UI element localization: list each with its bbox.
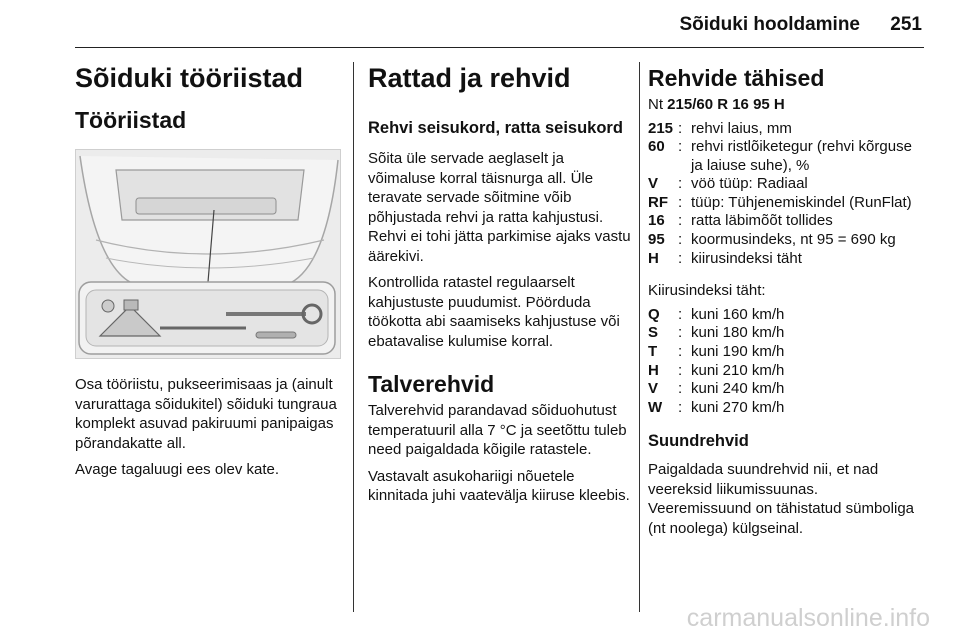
- row-value: kuni 160 km/h: [691, 305, 785, 323]
- table-row: [648, 231, 924, 250]
- row-value: ratta läbimõõt tollides: [691, 212, 833, 230]
- row-value: vöö tüüp: Radiaal: [691, 175, 808, 193]
- designation-table: [648, 120, 924, 269]
- section-title-vehicle-tools: Sõiduki tööriistad: [75, 63, 304, 93]
- column-vehicle-tools: [75, 60, 343, 480]
- row-key: H: [648, 249, 659, 267]
- example-line: [648, 95, 924, 115]
- paragraph: Talverehvid parandavad sõiduohutust temperatuuril alla 7 °C ja seetõttu tuleb need paigaldada kõigile ratastele.: [368, 402, 627, 458]
- paragraph: Kontrollida ratastel regulaarselt kahjustuste puudumist. Pöörduda töökotta abi saamiseks kahjustuse või ebatavalise kulumise korral.: [368, 274, 620, 350]
- subsection-title-directional-tyres: Suundrehvid: [648, 432, 749, 451]
- row-colon: :: [678, 380, 683, 398]
- row-value: rehvi ristlõiketegur (rehvi kõrguse ja laiuse suhe), %: [691, 138, 912, 174]
- table-row: [648, 343, 784, 362]
- page-number: 251: [890, 14, 922, 35]
- row-key: Q: [648, 305, 660, 323]
- section-title-tyre-designations: Rehvide tähised: [648, 65, 825, 91]
- row-key: V: [648, 380, 659, 398]
- row-key: 95: [648, 231, 665, 249]
- row-key: V: [648, 175, 659, 193]
- example-code: 215/60 R 16 95 H: [667, 96, 785, 113]
- row-value: kuni 270 km/h: [691, 398, 785, 416]
- row-value: koormusindeks, nt 95 = 690 kg: [691, 231, 896, 249]
- example-prefix: Nt: [648, 96, 663, 113]
- row-colon: :: [678, 398, 683, 416]
- table-row: [648, 380, 784, 399]
- row-value: kuni 210 km/h: [691, 361, 785, 379]
- row-colon: :: [678, 324, 683, 342]
- column-divider-1: [353, 62, 354, 612]
- row-value: kuni 190 km/h: [691, 342, 785, 360]
- row-key: T: [648, 342, 658, 360]
- row-key: H: [648, 361, 659, 379]
- row-value: kuni 180 km/h: [691, 324, 785, 342]
- row-key: 60: [648, 138, 665, 156]
- row-colon: :: [678, 119, 683, 137]
- row-colon: :: [678, 193, 683, 211]
- table-row: [648, 194, 924, 213]
- row-colon: :: [678, 138, 683, 156]
- column-tyre-designations: [648, 60, 924, 538]
- table-row: [648, 324, 784, 343]
- paragraph: Avage tagaluugi ees olev kate.: [75, 461, 280, 478]
- row-key: RF: [648, 193, 668, 211]
- row-colon: :: [678, 305, 683, 323]
- running-header-title: Sõiduki hooldamine: [679, 14, 860, 35]
- row-colon: :: [678, 175, 683, 193]
- row-key: 16: [648, 212, 665, 230]
- table-row: [648, 138, 924, 175]
- row-colon: :: [678, 231, 683, 249]
- row-value: rehvi laius, mm: [691, 119, 792, 137]
- paragraph: Vastavalt asukohariigi nõuetele kinnitada juhi vaatevälja kiiruse kleebis.: [368, 467, 630, 504]
- paragraph: Paigaldada suundrehvid nii, et nad veereksid liikumissuunas. Veeremissuund on tähistatud sümboliga (nt noolega) külgseinal.: [648, 461, 915, 537]
- row-colon: :: [678, 342, 683, 360]
- row-key: S: [648, 324, 659, 342]
- column-divider-2: [639, 62, 640, 612]
- subsection-title-winter-tyres: Talverehvid: [368, 371, 495, 397]
- row-colon: :: [678, 361, 683, 379]
- column-wheels-tyres: [368, 60, 633, 506]
- row-value: kiirusindeksi täht: [691, 249, 802, 267]
- row-colon: :: [678, 249, 683, 267]
- table-row: [648, 399, 784, 418]
- table-row: [648, 120, 924, 139]
- table-row: [648, 212, 924, 231]
- subsection-title-tools: Tööriistad: [75, 107, 187, 133]
- table-row: [648, 175, 924, 194]
- row-value: tüüp: Tühjenemiskindel (RunFlat): [691, 193, 912, 211]
- paragraph: Sõita üle servade aeglaselt ja võimaluse korral täisnurga all. Üle teravate servade sõitmine võib põhjustada rehvi ja ratta kahjustusi. Rehvi ei tohi jätta parkimise ajaks vastu äärekivi.: [368, 150, 631, 265]
- header-rule: [75, 47, 924, 48]
- speed-index-intro: Kiirusindeksi täht:: [648, 282, 766, 300]
- watermark: carmanualsonline.info: [686, 604, 930, 632]
- row-value: kuni 240 km/h: [691, 380, 785, 398]
- table-row: [648, 362, 784, 381]
- row-key: W: [648, 398, 663, 416]
- trunk-tools-illustration: [75, 149, 341, 359]
- row-key: 215: [648, 119, 674, 137]
- row-colon: :: [678, 212, 683, 230]
- table-row: [648, 306, 784, 325]
- subsection-title-tyre-condition: Rehvi seisukord, ratta seisukord: [368, 119, 623, 137]
- paragraph: Osa tööriistu, pukseerimisaas ja (ainult varurattaga sõidukitel) sõiduki tungraua komplekt asuvad pakiruumi panipaigas põrandakatte all.: [75, 376, 337, 452]
- section-title-wheels-tyres: Rattad ja rehvid: [368, 63, 571, 93]
- table-row: [648, 250, 924, 269]
- speed-index-table: [648, 306, 784, 418]
